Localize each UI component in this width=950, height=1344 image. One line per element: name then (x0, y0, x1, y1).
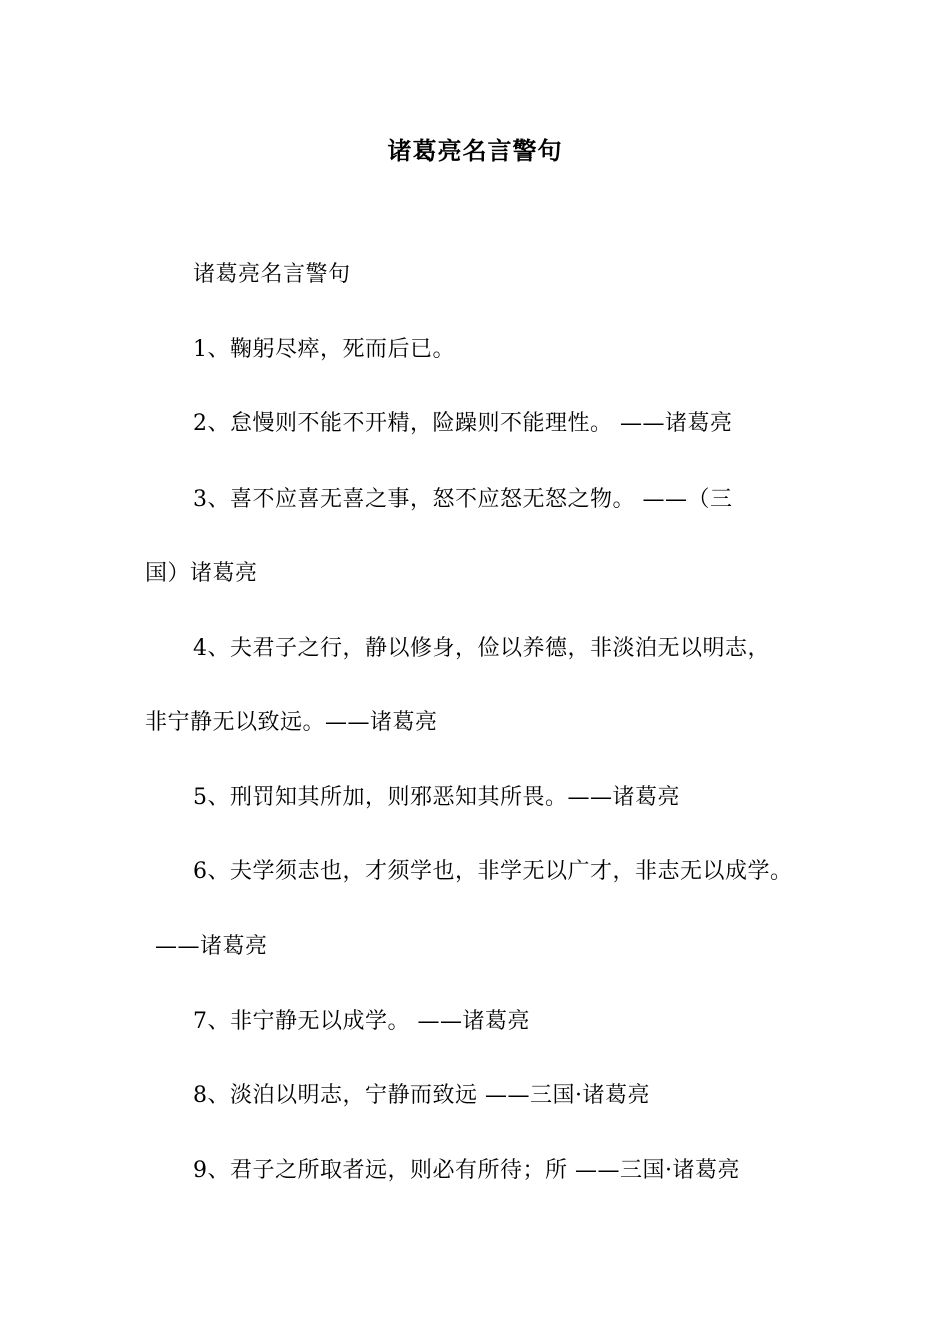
quote-line-7: 7、非宁静无以成学。 ——诸葛亮 (193, 1009, 530, 1034)
document-title: 诸葛亮名言警句 (387, 136, 563, 165)
quote-line-1: 1、鞠躬尽瘁，死而后已。 (193, 337, 455, 362)
quote-line-4-cont: 非宁静无以致远。——诸葛亮 (145, 710, 438, 735)
quote-line-4: 4、夫君子之行，静以修身，俭以养德，非淡泊无以明志， (193, 636, 770, 661)
document-subtitle: 诸葛亮名言警句 (193, 262, 351, 287)
quote-line-9: 9、君子之所取者远，则必有所待；所 ——三国·诸葛亮 (193, 1158, 740, 1183)
quote-line-6-cont: ——诸葛亮 (155, 934, 268, 959)
quote-line-6: 6、夫学须志也，才须学也，非学无以广才，非志无以成学。 (193, 859, 793, 884)
quote-line-3: 3、喜不应喜无喜之事，怒不应怒无怒之物。 ——（三 (193, 487, 733, 512)
quote-line-3-cont: 国）诸葛亮 (145, 561, 258, 586)
quote-line-2: 2、怠慢则不能不开精，险躁则不能理性。 ——诸葛亮 (193, 411, 733, 436)
quote-line-5: 5、刑罚知其所加，则邪恶知其所畏。——诸葛亮 (193, 785, 680, 810)
quote-line-8: 8、淡泊以明志，宁静而致远 ——三国·诸葛亮 (193, 1083, 650, 1108)
